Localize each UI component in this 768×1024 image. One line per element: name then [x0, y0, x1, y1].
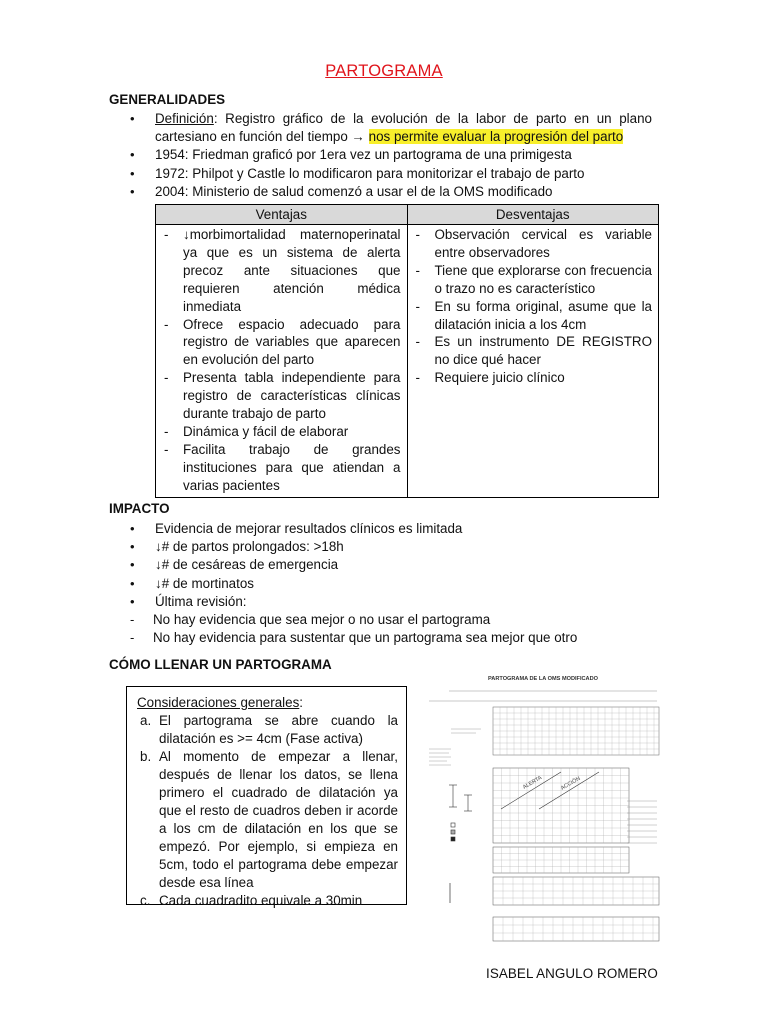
consideraciones-colon: : [299, 695, 304, 710]
impacto-list [130, 520, 670, 647]
desventaja-item: - Tiene que explorarse con frecuencia o trazo no es característico [414, 262, 653, 298]
ventaja-item: - Ofrece espacio adecuado para registro de variables que aparecen en evolución del parto [162, 316, 401, 370]
figure-left-labels [429, 729, 481, 765]
desventaja-item: - En su forma original, asume que la dilatación inicia a los 4cm [414, 298, 653, 334]
como-llenar-heading: CÓMO LLENAR UN PARTOGRAMA [109, 657, 332, 672]
vitals-grid [450, 877, 659, 905]
definition-text: : Registro gráfico de la evolución de la labor de parto en un plano cartesiano en función del tiempo → [155, 111, 652, 145]
consideracion-item [135, 892, 398, 910]
list-item: • 1972: Philpot y Castle lo modificaron para monitorizar el trabajo de parto [130, 165, 652, 183]
item-text: Cada cuadradito equivale a 30min [159, 892, 363, 908]
ventajas-desventajas-table [155, 204, 659, 498]
consideracion-item [135, 748, 398, 892]
figure-header-lines [429, 691, 657, 701]
figure-title: PARTOGRAMA DE LA OMS MODIFICADO [487, 676, 599, 682]
sub-item: - No hay evidencia para sustentar que un partograma sea mejor que otro [128, 629, 670, 647]
list-item: • 2004: Ministerio de salud comenzó a usar el de la OMS modificado [130, 183, 652, 201]
list-item: • ↓# de cesáreas de emergencia [130, 556, 670, 574]
definition-label: Definición [155, 111, 214, 126]
sub-item: - No hay evidencia que sea mejor o no usar el partograma [128, 611, 670, 629]
partograma-figure [421, 671, 665, 947]
figure-left-marks [449, 785, 472, 841]
contractions-grid [493, 847, 629, 873]
list-item: • ↓# de partos prolongados: >18h [130, 538, 670, 556]
ventaja-item: - Facilita trabajo de grandes instituciones para que atiendan a varias pacientes [162, 441, 401, 495]
ultima-revision-label: Última revisión: [155, 593, 247, 609]
figure-right-fields [627, 801, 657, 843]
ventaja-item: - Presenta tabla independiente para registro de características clínicas durante trabajo de parto [162, 369, 401, 423]
generalidades-heading: GENERALIDADES [109, 92, 226, 107]
desventaja-item: - Observación cervical es variable entre observadores [414, 226, 653, 262]
accion-label: ACCIÓN [560, 775, 582, 792]
list-item: • Evidencia de mejorar resultados clínicos es limitada [130, 520, 670, 538]
ventajas-header: Ventajas [156, 205, 408, 225]
definition-item [130, 110, 652, 146]
dilatation-grid [493, 768, 629, 843]
list-item: • 1954: Friedman graficó por 1era vez un partograma de una primigesta [130, 146, 652, 164]
revision-sublist [128, 611, 670, 647]
desventajas-cell [407, 225, 659, 498]
desventaja-item: - Requiere juicio clínico [414, 369, 653, 387]
consideraciones-heading-text: Consideraciones generales [137, 695, 300, 710]
urine-grid [493, 917, 659, 941]
definition-highlight: nos permite evaluar la progresión del parto [368, 129, 624, 145]
item-marker: c. [140, 892, 151, 908]
item-marker: b. [140, 748, 152, 764]
ventajas-cell [156, 225, 408, 498]
fetal-heart-grid [493, 707, 659, 755]
list-item: • ↓# de mortinatos [130, 575, 670, 593]
consideraciones-box [126, 686, 407, 908]
consideraciones-heading [137, 694, 398, 712]
ventaja-item: - Dinámica y fácil de elaborar [162, 423, 401, 441]
item-text: El partograma se abre cuando la dilatación es >= 4cm (Fase activa) [159, 713, 398, 746]
item-text: Al momento de empezar a llenar, después de llenar los datos, se llena primero el cuadrado de dilatación ya que el resto de cuadros deben ir acorde a los cm de dilatación en los que se empezó. Por ejemplo, si empieza en 5cm, todo el partograma debe empezar desde esa línea [159, 748, 398, 890]
impacto-heading: IMPACTO [109, 501, 170, 516]
item-marker: a. [140, 713, 152, 728]
consideracion-item [135, 712, 398, 748]
desventajas-header: Desventajas [407, 205, 659, 225]
ventaja-item: - ↓morbimortalidad maternoperinatal ya que es un sistema de alerta precoz ante situaciones que requieren atención médica inmediata [162, 226, 401, 316]
page-title: PARTOGRAMA [325, 62, 443, 80]
author-footer: ISABEL ANGULO ROMERO [486, 966, 658, 981]
alerta-label: ALERTA [522, 775, 544, 791]
desventaja-item: - Es un instrumento DE REGISTRO no dice qué hacer [414, 333, 653, 369]
list-item [130, 593, 670, 647]
generalidades-list [130, 110, 652, 201]
